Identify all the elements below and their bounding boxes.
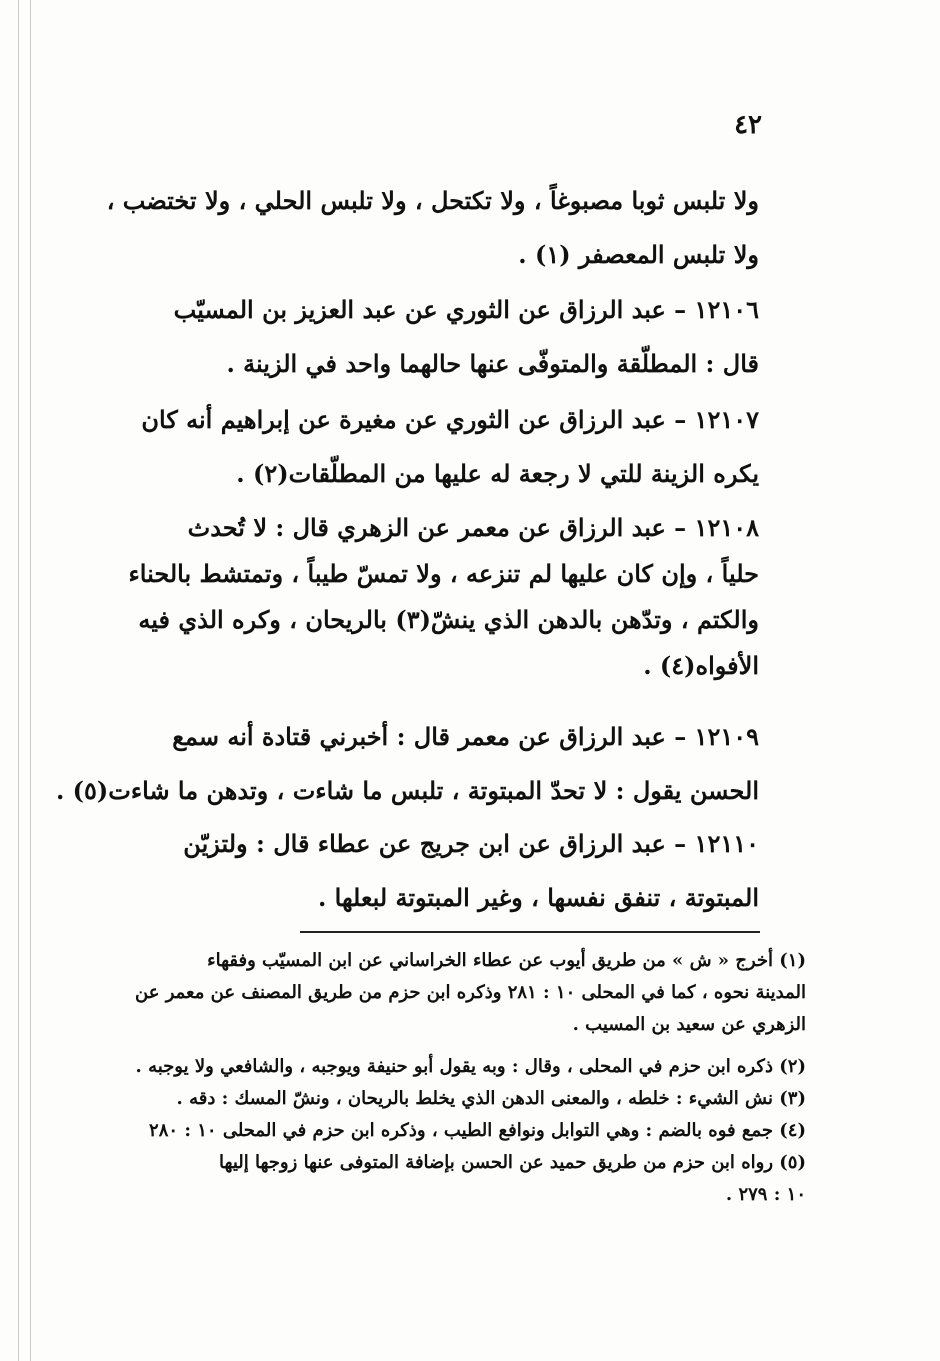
text-line: ١٢١٠٦ – عبد الرزاق عن الثوري عن عبد العزيز بن المسيّب	[173, 295, 759, 324]
hadith-paragraph	[55, 710, 759, 818]
footnote	[100, 1051, 806, 1083]
text-line: المبتوتة ، تنفق نفسها ، وغير المبتوتة لبعلها .	[317, 883, 759, 912]
footnote	[100, 1147, 806, 1211]
spacer	[100, 1041, 806, 1051]
text-line: ١٢١٠٩ – عبد الرزاق عن معمر قال : أخبرني قتادة أنه سمع	[172, 722, 759, 751]
text-line: حلياً ، وإن كان عليها لم تنزعه ، ولا تمسّ طيباً ، وتمتشط بالحناء	[128, 559, 759, 588]
text-line: قال : المطلّقة والمتوفّى عنها حالهما واحد في الزينة .	[226, 349, 759, 378]
footnote	[100, 945, 806, 1041]
hadith-paragraph	[96, 505, 759, 689]
footnote-line: (٣) نش الشيء : خلطه ، والمعنى الدهن الذي يخلط بالريحان ، ونشّ المسك : دقه .	[176, 1088, 806, 1109]
footnote-line: المدينة نحوه ، كما في المحلى ١٠ : ٢٨١ وذكره ابن حزم من طريق المصنف عن معمر عن	[135, 982, 806, 1003]
text-line: الأفواه(٤) .	[643, 651, 759, 680]
footnote	[100, 1083, 806, 1115]
footnote-line: ١٠ : ٢٧٩ .	[725, 1184, 806, 1205]
text-line: ولا تلبس المعصفر (١) .	[518, 240, 759, 269]
text-line: ١٢١٠٧ – عبد الرزاق عن الثوري عن مغيرة عن إبراهيم أنه كان	[141, 405, 759, 434]
footnote-line: الزهري عن سعيد بن المسيب .	[572, 1014, 806, 1035]
footnote-line: (٤) جمع فوه بالضم : وهي التوابل ونوافع الطيب ، وذكره ابن حزم في المحلى ١٠ : ٢٨٠	[149, 1120, 806, 1141]
text-line: ولا تلبس ثوبا مصبوغاً ، ولا تكتحل ، ولا تلبس الحلي ، ولا تختضب ،	[106, 186, 759, 215]
scan-border-line	[18, 0, 19, 1361]
hadith-paragraph	[96, 283, 759, 391]
text-line: الحسن يقول : لا تحدّ المبتوتة ، تلبس ما شاءت ، وتدهن ما شاءت(٥) .	[55, 776, 759, 805]
footnotes	[100, 945, 806, 1211]
footnote-line: (٥) رواه ابن حزم من طريق حميد عن الحسن بإضافة المتوفى عنها زوجها إليها	[219, 1152, 806, 1173]
text-line: يكره الزينة للتي لا رجعة له عليها من المطلّقات(٢) .	[236, 459, 759, 488]
footnote-separator	[300, 931, 760, 933]
footnote-line: (١) أخرج « ش » من طريق أيوب عن عطاء الخراساني عن ابن المسيّب وفقهاء	[207, 950, 806, 971]
footnote-line: (٢) ذكره ابن حزم في المحلى ، وقال : وبه يقول أبو حنيفة ويوجبه ، والشافعي ولا يوجبه .	[135, 1056, 806, 1077]
text-line: ١٢١١٠ – عبد الرزاق عن ابن جريج عن عطاء قال : ولتزيّن	[183, 829, 759, 858]
text-line: والكتم ، وتدّهن بالدهن الذي ينشّ(٣) بالريحان ، وكره الذي فيه	[138, 605, 759, 634]
page-number: ٤٢	[734, 110, 762, 140]
scan-border-line	[30, 0, 31, 1361]
hadith-paragraph	[96, 393, 759, 501]
paragraph	[96, 174, 759, 282]
text-line: ١٢١٠٨ – عبد الرزاق عن معمر عن الزهري قال : لا تُحدث	[187, 513, 759, 542]
footnote	[100, 1115, 806, 1147]
hadith-paragraph	[96, 817, 759, 925]
